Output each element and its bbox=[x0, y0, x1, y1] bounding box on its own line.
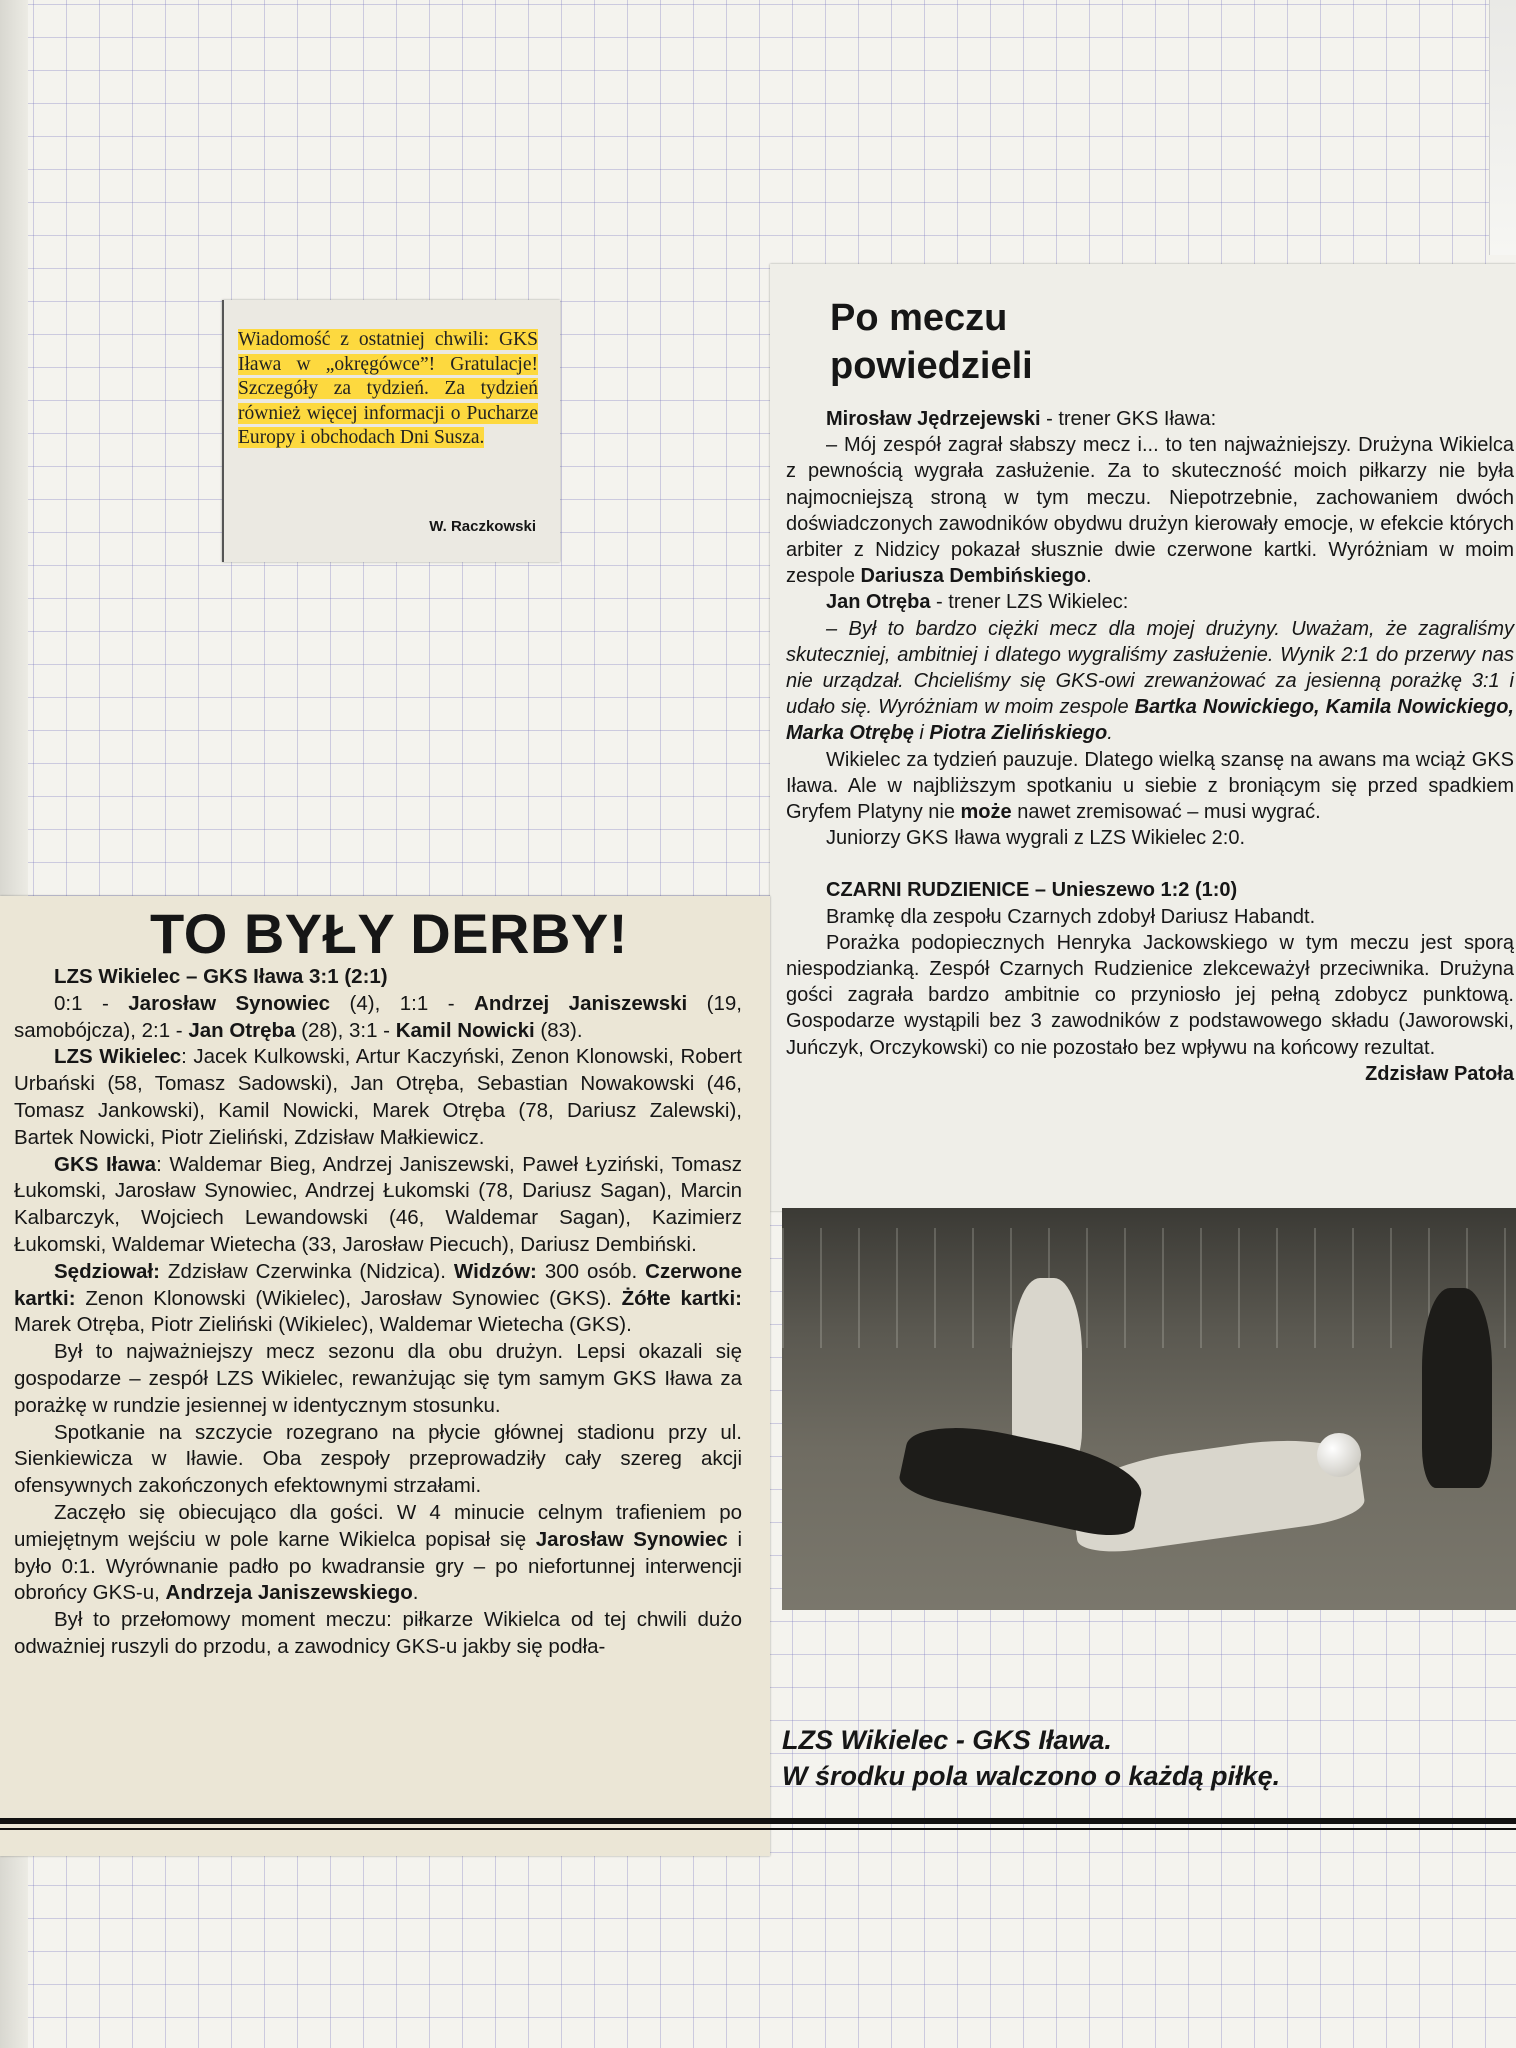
para3-text-b: i było 0:1. Wyrównanie padło po kwadransie gry – po niefortunnej interwencji obrońcy GKS-u, bbox=[14, 1527, 743, 1605]
coach2-quote: – Był to bardzo ciężki mecz dla mojej drużyny. Uważam, że zagraliśmy skuteczniej, ambitniej i dlatego wygraliśmy zasłużenie. Wynik 2:1 do przerwy nas nie urządzał. Chcieliśmy się GKS-owi zrewanżować za jesienną porażkę 3:1 i udało się. Wyróżniam w moim zespole Bartka Nowickiego, Kamila Nowickiego, Marka Otrębę i Piotra Zielińskiego. bbox=[786, 617, 1514, 745]
page-rule-thin bbox=[0, 1828, 1516, 1830]
coach1-role: - trener GKS Iława: bbox=[1040, 408, 1217, 430]
derby-title: TO BYŁY DERBY! bbox=[150, 902, 628, 965]
breaking-news-clipping bbox=[222, 300, 560, 562]
second-match-scorer: Bramkę dla zespołu Czarnych zdobył Dariusz Habandt. bbox=[826, 905, 1316, 928]
paragraph1-text-b: nawet zremisować – musi wygrać. bbox=[1011, 801, 1321, 824]
yellow-cards-label: Żółte kartki: bbox=[621, 1286, 742, 1310]
coach1-quote: – Mój zespół zagrał słabszy mecz i... to ten najważniejszy. Drużyna Wikielca z pewnością wygrała zasłużenie. Za to skuteczność moich piłkarzy nie była najmocniejszą stroną w tym meczu. Niepotrzebnie, zachowaniem dwóch doświadczonych zawodników obydwu drużyn kierowały emocje, w efekcie których arbiter z Nidzicy pokazał słusznie dwie czerwone kartki. Wyróżniam w moim zespole Dariusza Dembińskiego. bbox=[786, 434, 1514, 588]
photo-player-right bbox=[1422, 1288, 1492, 1488]
coach2-and: i bbox=[913, 722, 930, 745]
next-page-edge bbox=[1489, 0, 1516, 255]
derby-body bbox=[14, 964, 742, 1661]
red-cards-text: Zenon Klonowski (Wikielec), Jarosław Synowiec (GKS). bbox=[75, 1286, 612, 1310]
para3-text-c: . bbox=[412, 1581, 419, 1605]
red-cards-label: Czerwone kartki: bbox=[14, 1259, 742, 1310]
yellow-cards-text: Marek Otręba, Piotr Zieliński (Wikielec), Waldemar Wietecha (GKS). bbox=[14, 1313, 632, 1337]
para3-text-a: Zaczęło się obiecująco dla gości. W 4 minucie celnym trafieniem po umiejętnym wejściu w pole karne Wikielca popisał się bbox=[14, 1500, 742, 1551]
referee-label: Sędziował: bbox=[54, 1259, 160, 1283]
football-icon bbox=[1317, 1433, 1361, 1477]
derby-paragraph-1: Był to najważniejszy mecz sezonu dla obu drużyn. Lepsi okazali się gospodarze – zespół LZS Wikielec, rewanżując się tym samym GKS Iława za porażkę w rundzie jesiennej w identycznym stosunku. bbox=[14, 1340, 742, 1417]
goal-detail: (4), 1:1 - bbox=[330, 991, 475, 1015]
second-match-header bbox=[786, 877, 1514, 903]
goal-scorer: Jarosław Synowiec bbox=[128, 991, 331, 1015]
derby-score-line bbox=[14, 964, 742, 991]
goal-detail: (83). bbox=[534, 1018, 583, 1042]
match-officials bbox=[14, 1259, 742, 1339]
coach1-highlight: Dariusza Dembińskiego bbox=[860, 565, 1087, 588]
coach2-highlight2: Piotra Zielińskiego bbox=[929, 722, 1108, 745]
referee-text: Zdzisław Czerwinka (Nidzica). bbox=[159, 1259, 454, 1283]
breaking-news-text bbox=[238, 328, 538, 451]
goal-detail: (19, samobójcza), 2:1 - bbox=[14, 991, 742, 1042]
coach1-name: Mirosław Jędrzejewski bbox=[826, 408, 1041, 430]
paragraph1-text-a: Wikielec za tydzień pauzuje. Dlatego wielką szansę na awans ma wciąż GKS Iława. Ale w najbliższym spotkaniu u siebie z broniącym się przed spadkiem Gryfem Platyny nie bbox=[786, 748, 1514, 824]
after-match-signature: Zdzisław Patoła bbox=[1365, 1062, 1514, 1085]
derby-paragraph-4: Był to przełomowy moment meczu: piłkarze Wikielca od tej chwili dużo odważniej ruszyli do przodu, a zawodnicy GKS-u jakby się podła- bbox=[14, 1608, 742, 1658]
page-rule-thick bbox=[0, 1818, 1516, 1824]
second-match-text bbox=[786, 930, 1514, 1085]
wikielec-lineup-text: : Jacek Kulkowski, Artur Kaczyński, Zenon Klonowski, Robert Urbański (58, Tomasz Sadowski), Jan Otręba, Sebastian Nowakowski (46, Tomasz Jankowski), Kamil Nowicki, Marek Otręba (78, Dariusz Zalewski), Bartek Nowicki, Piotr Zieliński, Zdzisław Małkiewicz. bbox=[14, 1045, 742, 1149]
gks-lineup bbox=[14, 1152, 742, 1259]
goal-scorer: Kamil Nowicki bbox=[395, 1018, 535, 1042]
coach2-highlight: Bartka Nowickiego, Kamila Nowickiego, Marka Otrębę bbox=[786, 696, 1514, 745]
after-match-clipping bbox=[770, 264, 1516, 1211]
goal-scorer: Andrzej Janiszewski bbox=[474, 991, 688, 1015]
second-match-text-body: Porażka podopiecznych Henryka Jackowskiego w tym meczu jest sporą niespodzianką. Zespół Czarnych Rudzienice zlekceważył przeciwnika. Drużyna gości zagrała bardzo ambitnie co przyniosło jej pełną zdobycz punktową. Gospodarze wystąpili bez 3 zawodników z podstawowego składu (Jaworowski, Juńczyk, Orczykowski) co nie pozostało bez wpływu na końcowy rezultat. bbox=[786, 931, 1514, 1059]
derby-goals bbox=[14, 991, 742, 1045]
after-match-paragraph-1 bbox=[786, 747, 1514, 826]
caption-line-2: W środku pola walczono o każdą piłkę. bbox=[782, 1761, 1281, 1791]
highlighted-text: Wiadomość z ostatniej chwili: GKS Iława w „okręgówce”! Gratulacje! Szczegóły za tydzień. Za tydzień również więcej informacji o Pucharze Europy i obchodach Dni Susza. bbox=[238, 329, 538, 448]
para3-name-2: Andrzeja Janiszewskiego bbox=[165, 1581, 413, 1605]
after-match-body bbox=[786, 406, 1514, 1087]
after-match-paragraph-2: Juniorzy GKS Iława wygrali z LZS Wikielec 2:0. bbox=[826, 827, 1246, 850]
coach2-intro bbox=[786, 589, 1514, 615]
goal-scorer: Jan Otręba bbox=[188, 1018, 296, 1042]
coach2-quote-text: – Był to bardzo ciężki mecz dla mojej drużyny. Uważam, że zagraliśmy skuteczniej, ambitniej i dlatego wygraliśmy zasłużenie. Wynik 2:1 do przerwy nas nie urządzał. Chcieliśmy się GKS-owi zrewanżować za jesienną porażkę 3:1 i udało się. Wyróżniam w moim zespole bbox=[786, 617, 1514, 719]
goal-prefix: 0:1 - bbox=[54, 991, 129, 1015]
caption-line-1: LZS Wikielec - GKS Iława. bbox=[782, 1725, 1112, 1755]
coach2-role: - trener LZS Wikielec: bbox=[930, 591, 1129, 614]
derby-paragraph-2: Spotkanie na szczycie rozegrano na płycie głównej stadionu przy ul. Sienkiewicza w Iławie. Oba zespoły przeprowadziły cały szereg akcji ofensywnych zakończonych efektownymi strzałami. bbox=[14, 1420, 742, 1498]
wikielec-lineup bbox=[14, 1044, 742, 1151]
coach2-name: Jan Otręba bbox=[826, 591, 931, 614]
photo-fence bbox=[782, 1228, 1516, 1348]
match-photo bbox=[782, 1208, 1516, 1610]
second-match-header-text: CZARNI RUDZIENICE – Unieszewo 1:2 (1:0) bbox=[826, 879, 1238, 902]
gks-lineup-text: : Waldemar Bieg, Andrzej Janiszewski, Paweł Łyziński, Tomasz Łukomski, Jarosław Synowiec, Andrzej Łukomski (78, Dariusz Sagan), Marcin Kalbarczyk, Wojciech Lewandowski (46, Waldemar Sagan), Kazimierz Łukomski, Waldemar Wietecha (33, Jarosław Piecuch), Dariusz Dembiński. bbox=[14, 1152, 742, 1256]
derby-score-text: LZS Wikielec – GKS Iława 3:1 (2:1) bbox=[54, 965, 388, 988]
photo-caption bbox=[782, 1722, 1482, 1794]
gks-label: GKS Iława bbox=[54, 1152, 157, 1176]
derby-clipping bbox=[0, 896, 770, 1856]
wikielec-label: LZS Wikielec bbox=[54, 1045, 182, 1069]
breaking-news-author: W. Raczkowski bbox=[429, 518, 536, 535]
after-match-title: Po meczu powiedzieli bbox=[830, 297, 1033, 387]
para3-name-1: Jarosław Synowiec bbox=[535, 1527, 728, 1551]
derby-paragraph-3 bbox=[14, 1500, 742, 1607]
coach1-intro bbox=[786, 406, 1514, 432]
paragraph1-bold: może bbox=[960, 801, 1012, 824]
crowd-label: Widzów: bbox=[453, 1259, 537, 1283]
crowd-text: 300 osób. bbox=[536, 1259, 646, 1283]
goal-detail: (28), 3:1 - bbox=[295, 1018, 396, 1042]
coach1-quote-text: – Mój zespół zagrał słabszy mecz i... to ten najważniejszy. Drużyna Wikielca z pewnością wygrała zasłużenie. Za to skuteczność moich piłkarzy nie była najmocniejszą stroną w tym meczu. Niepotrzebnie, zachowaniem dwóch doświadczonych zawodników obydwu drużyn kierowały emocje, w efekcie których arbiter z Nidzicy pokazał słusznie dwie czerwone kartki. Wyróżniam w moim zespole bbox=[786, 434, 1514, 588]
